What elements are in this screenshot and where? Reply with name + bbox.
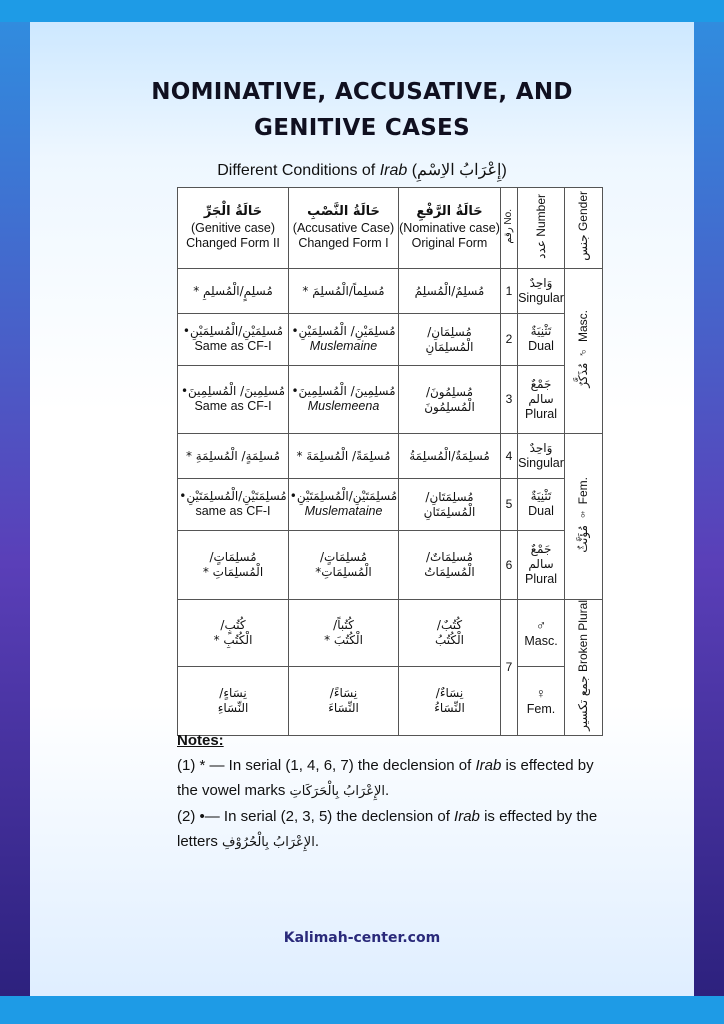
table-row <box>178 600 603 667</box>
row2-gen: مُسلِمَيْنِ/الْمُسلِمَيْنِ• <box>182 324 284 339</box>
header-row <box>178 188 603 269</box>
notes-heading: Notes: <box>177 732 224 749</box>
title-line-2: GENITIVE CASES <box>254 115 470 141</box>
row3-num-ar2: سالم <box>528 391 554 406</box>
header-accusative-l1: (Accusative Case) <box>292 220 395 235</box>
row2-gen2: Same as CF-I <box>194 339 272 354</box>
row5-gen: مُسلِمَتَيْنِ/الْمُسلِمَتَيْنِ• <box>179 489 287 504</box>
footer-link[interactable]: Kalimah-center.com <box>283 930 441 946</box>
row5-nom: مُسلِمَتَانِ/ <box>425 489 474 504</box>
bottom-bar <box>0 996 724 1024</box>
note-2-text-a: (2) •— In serial (2, 3, 5) the declension of <box>177 808 455 825</box>
row1-gen: مُسلِمٍ/الْمُسلِمِ * <box>193 283 273 298</box>
row3-nom: مُسلِمُونَ/ <box>425 384 474 399</box>
row7a-num-en: Masc. <box>524 634 558 649</box>
row2-nom: مُسلِمَانِ/ <box>427 324 472 339</box>
gender-masc-en: ♂ Masc. <box>576 310 590 360</box>
header-gender-en: Gender <box>576 191 590 232</box>
note-2-text-b: is effected by the letters <box>177 808 598 850</box>
gender-fem <box>565 434 603 600</box>
header-no <box>501 188 518 269</box>
header-nominative-ar: حَالَةُ الرَّفْعِ <box>416 204 483 220</box>
row7b-num-en: Fem. <box>526 702 556 717</box>
row5-no: 5 <box>501 479 518 531</box>
header-gender-ar: جنس <box>576 234 590 261</box>
header-number-en: Number <box>533 193 548 237</box>
row7a-nom2: الْكُتُبُ <box>434 633 465 648</box>
row2-num-ar: تَثْنِيَةٌ <box>530 324 552 339</box>
row6-acc2: الْمُسلِمَاتِ* <box>315 565 372 579</box>
title-line-1: NOMINATIVE, ACCUSATIVE, AND <box>151 79 573 105</box>
caption-arabic: (إِعْرَابُ الاِسْمِ) <box>411 162 507 179</box>
row6-num-ar: جَمْعٌ <box>530 542 552 557</box>
table-row <box>178 269 603 314</box>
caption-italic: Irab <box>379 162 408 179</box>
row5-nom2: الْمُسلِمَتَانِ <box>423 504 476 519</box>
row3-nom2: الْمُسلِمُونَ <box>424 399 475 414</box>
header-gender <box>565 188 603 269</box>
header-accusative-l2: Changed Form I <box>298 236 389 251</box>
header-number-ar: عدد <box>533 239 548 259</box>
row4-no: 4 <box>501 434 518 479</box>
row7b-nom2: النِّسَاءُ <box>434 701 465 716</box>
row5-gen2: same as CF-I <box>195 504 271 519</box>
row6-gen: مُسلِمَاتٍ/ <box>209 550 257 564</box>
row7b-acc: نِسَاءً/ <box>329 686 358 701</box>
header-nominative-l2: Original Form <box>411 236 488 251</box>
row2-acc: مُسلِمَيْنِ/ الْمُسلِمَيْنِ• <box>291 324 396 339</box>
row3-num-ar: جَمْعٌ <box>530 376 552 391</box>
row6-nom: مُسلِمَاتٌ/ <box>425 550 474 564</box>
note-1-arabic: الإِعْرَابُ بِالْحَرَكَاتِ <box>289 784 385 799</box>
row3-gen: مُسلِمِينَ/ الْمُسلِمِينَ• <box>180 384 286 399</box>
row4-num-ar: وَاحِدٌ <box>529 440 553 455</box>
row7a-gen2: الْكُتُبِ * <box>213 633 253 648</box>
row6-gen2: الْمُسلِمَاتِ * <box>202 565 264 579</box>
header-genitive <box>178 188 289 269</box>
row7b-gen2: النِّسَاءِ <box>217 701 249 716</box>
irab-table <box>177 187 603 736</box>
header-accusative <box>289 188 399 269</box>
row5-acc: مُسلِمَتَيْنِ/الْمُسلِمَتَيْنِ• <box>289 489 398 504</box>
row7-no: 7 <box>501 600 518 736</box>
row7a-acc2: الْكُتُبَ * <box>324 633 363 648</box>
row3-num-en: Plural <box>525 406 557 421</box>
header-genitive-ar: حَالَةُ الْجَرِّ <box>203 204 263 220</box>
row1-no: 1 <box>501 269 518 314</box>
row6-num-ar2: سالم <box>528 557 554 572</box>
row6-no: 6 <box>501 531 518 600</box>
gender-masc <box>565 269 603 434</box>
table-row <box>178 366 603 434</box>
gender-fem-en: ♀ Fem. <box>576 476 590 522</box>
notes-section <box>177 728 607 855</box>
row6-acc: مُسلِمَاتٍ/ <box>319 550 368 564</box>
row5-num-ar: تَثْنِيَةٌ <box>530 489 552 504</box>
row1-acc: مُسلِماً/الْمُسلِمَ * <box>302 283 385 298</box>
note-1-italic: Irab <box>475 757 502 774</box>
row4-nom: مُسلِمَةٌ/الْمُسلِمَةُ <box>409 448 490 463</box>
header-no-ar: رقم <box>502 227 514 244</box>
row1-nom: مُسلِمٌ/الْمُسلِمُ <box>414 283 485 298</box>
header-nominative-l1: (Nominative case) <box>399 220 500 235</box>
row3-gen2: Same as CF-I <box>194 399 272 414</box>
row3-acc: مُسلِمِينَ/ الْمُسلِمِينَ• <box>291 384 396 399</box>
note-1-end: . <box>384 782 390 799</box>
row4-acc: مُسلِمَةً/ الْمُسلِمَةَ * <box>296 448 391 463</box>
row7a-acc: كُتُباً/ <box>333 618 354 633</box>
row7b-nom: نِسَاءٌ/ <box>435 686 464 701</box>
row1-num-ar: وَاحِدٌ <box>529 275 553 290</box>
table-caption <box>30 160 694 180</box>
note-1-text-a: (1) * — In serial (1, 4, 6, 7) the declension of <box>177 757 476 774</box>
table-row <box>178 531 603 600</box>
table-row <box>178 667 603 736</box>
gender-broken-ar: جمع تكسير <box>576 675 590 731</box>
row7a-gen: كُتُبٍ/ <box>220 618 246 633</box>
male-symbol-icon: ♂ <box>535 616 547 633</box>
row5-acc2: Muslemataine <box>304 504 383 519</box>
row6-nom2: الْمُسلِمَاتُ <box>424 565 475 579</box>
header-accusative-ar: حَالَةُ النَّصْبِ <box>307 204 380 220</box>
top-bar <box>0 0 724 22</box>
caption-prefix: Different Conditions of <box>217 162 380 179</box>
gender-fem-ar: مُؤَنَّثٌ <box>576 524 590 553</box>
header-no-en: No. <box>502 208 514 225</box>
row2-num-en: Dual <box>528 339 554 354</box>
row2-no: 2 <box>501 314 518 366</box>
row7b-acc2: النِّسَاءَ <box>328 701 359 716</box>
row7b-gen: نِسَاءٍ/ <box>219 686 247 701</box>
gender-masc-ar: مُذَكَّرٌ <box>576 362 590 388</box>
header-nominative <box>399 188 501 269</box>
row4-num-en: Singular <box>518 455 564 470</box>
row6-num-en: Plural <box>525 572 557 587</box>
table-row <box>178 434 603 479</box>
row5-num-en: Dual <box>528 504 554 519</box>
header-genitive-l2: Changed Form II <box>186 236 280 251</box>
note-1 <box>177 753 607 804</box>
row3-acc2: Muslemeena <box>307 399 380 414</box>
gender-broken <box>565 600 603 736</box>
header-genitive-l1: (Genitive case) <box>190 220 276 235</box>
page-title <box>30 74 694 146</box>
header-number <box>518 188 565 269</box>
note-2 <box>177 804 607 855</box>
page-card <box>30 22 694 996</box>
note-1-text-b: is effected by the vowel marks <box>177 757 594 799</box>
note-2-arabic: الإِعْرَابُ بِالْحُرُوْفِ <box>222 835 315 850</box>
row7a-nom: كُتُبٌ/ <box>436 618 463 633</box>
row3-no: 3 <box>501 366 518 434</box>
row2-nom2: الْمُسلِمَانِ <box>425 339 474 354</box>
female-symbol-icon: ♀ <box>535 684 547 701</box>
table-row <box>178 314 603 366</box>
row4-gen: مُسلِمَةٍ/ الْمُسلِمَةِ * <box>185 448 281 463</box>
note-2-end: . <box>314 833 319 850</box>
gender-broken-en: Broken Plural <box>576 600 590 673</box>
table-row <box>178 479 603 531</box>
row2-acc2: Muslemaine <box>309 339 378 354</box>
row1-num-en: Singular <box>518 290 564 305</box>
note-2-italic: Irab <box>454 808 480 825</box>
